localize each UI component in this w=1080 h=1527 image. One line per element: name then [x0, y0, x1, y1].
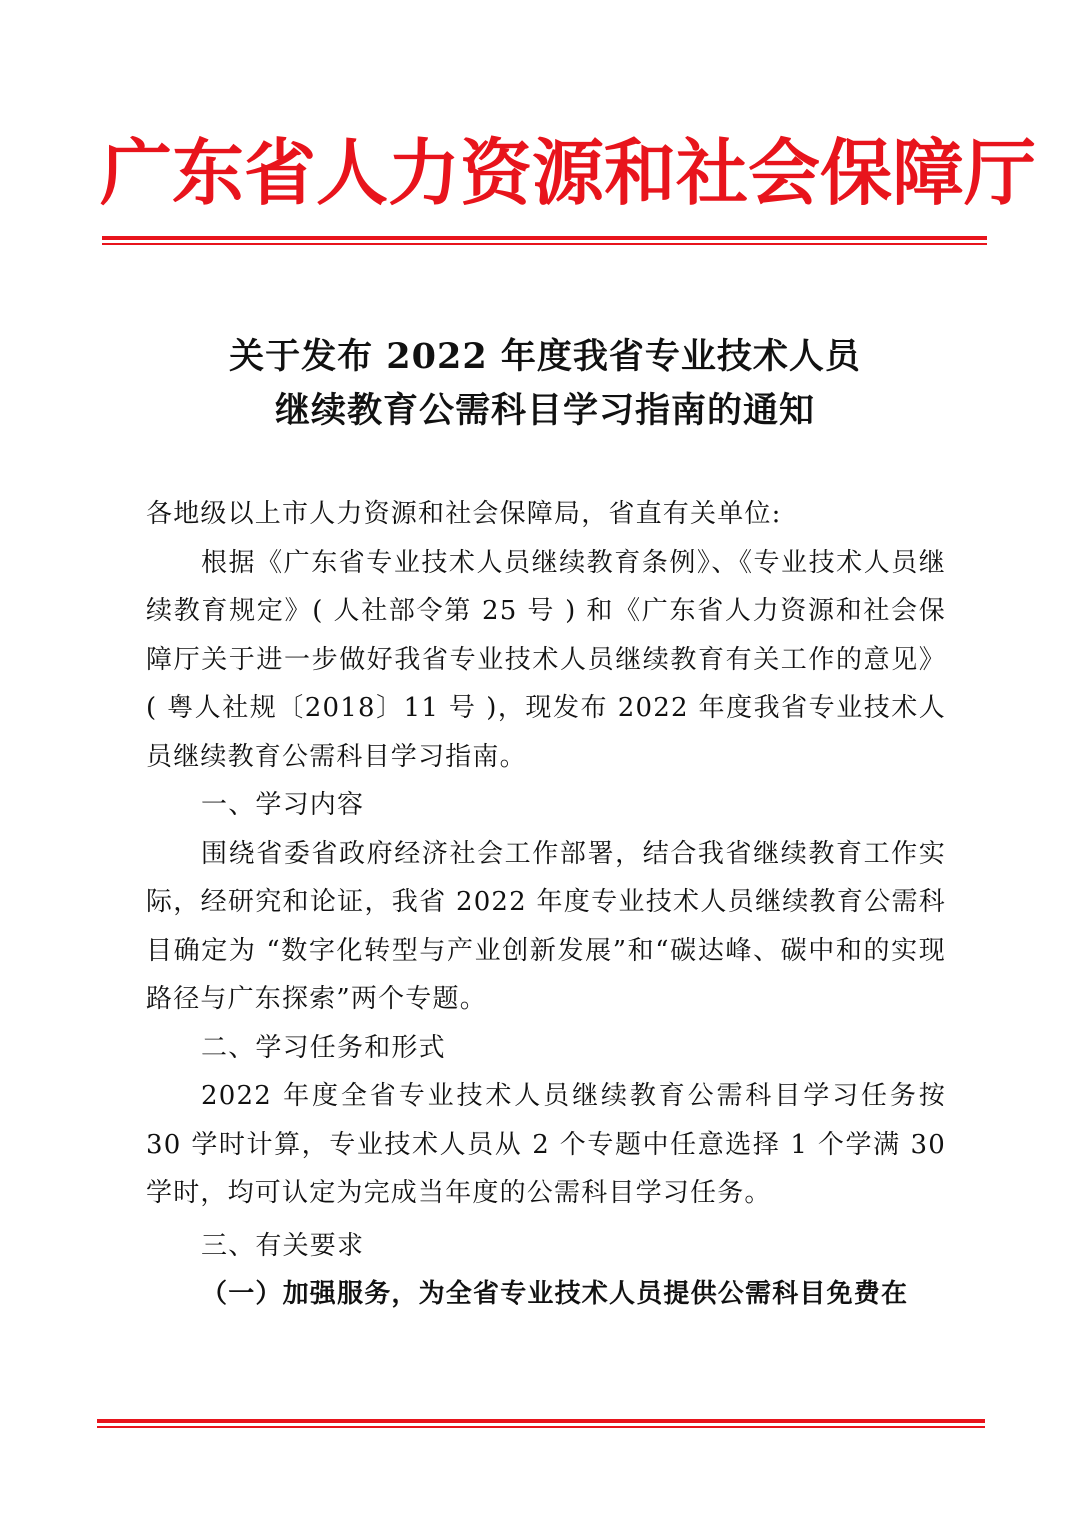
section-2-heading: 二、学习任务和形式 [201, 1032, 446, 1063]
document-title-line-2: 继续教育公需科目学习指南的通知 [274, 390, 815, 431]
intro-paragraph: 根据《广东省专业技术人员继续教育条例》、《专业技术人员继续教育规定》( 人社部令第 25 号 ) 和《广东省人力资源和社会保障厅关于进一步做好我省专业技术人员继续教育有关工作的意见》( 粤人社规〔2018〕11 号 )，现发布 2022 年度我省专业技术人员继续教育公需科目学习指南。 [146, 547, 946, 772]
document-body [146, 490, 946, 1319]
section-1-paragraph: 围绕省委省政府经济社会工作部署，结合我省继续教育工作实际，经研究和论证，我省 2022 年度专业技术人员继续教育公需科目确定为 “数字化转型与产业创新发展”和“碳达峰、碳中和的实现路径与广东探索”两个专题。 [146, 838, 946, 1014]
footer-rule-thick [97, 1419, 985, 1423]
letterhead-rule-thick [102, 236, 987, 240]
section-3-subheading-1: （一）加强服务，为全省专业技术人员提供公需科目免费在 [201, 1279, 909, 1309]
section-3-heading: 三、有关要求 [201, 1230, 365, 1261]
document-title [120, 330, 970, 438]
letterhead-rule-thin [102, 243, 987, 245]
section-1-heading: 一、学习内容 [201, 790, 365, 820]
document-title-line-1: 关于发布 2022 年度我省专业技术人员 [229, 336, 861, 377]
section-2-paragraph: 2022 年度全省专业技术人员继续教育公需科目学习任务按 30 学时计算，专业技术人员从 2 个专题中任意选择 1 个学满 30 学时，均可认定为完成当年度的公需科目学习任务。 [146, 1081, 946, 1208]
salutation: 各地级以上市人力资源和社会保障局，省直有关单位: [146, 499, 782, 529]
letterhead-org-name: 广东省人力资源和社会保障厅 [100, 130, 1037, 215]
footer-rule-thin [97, 1426, 985, 1428]
